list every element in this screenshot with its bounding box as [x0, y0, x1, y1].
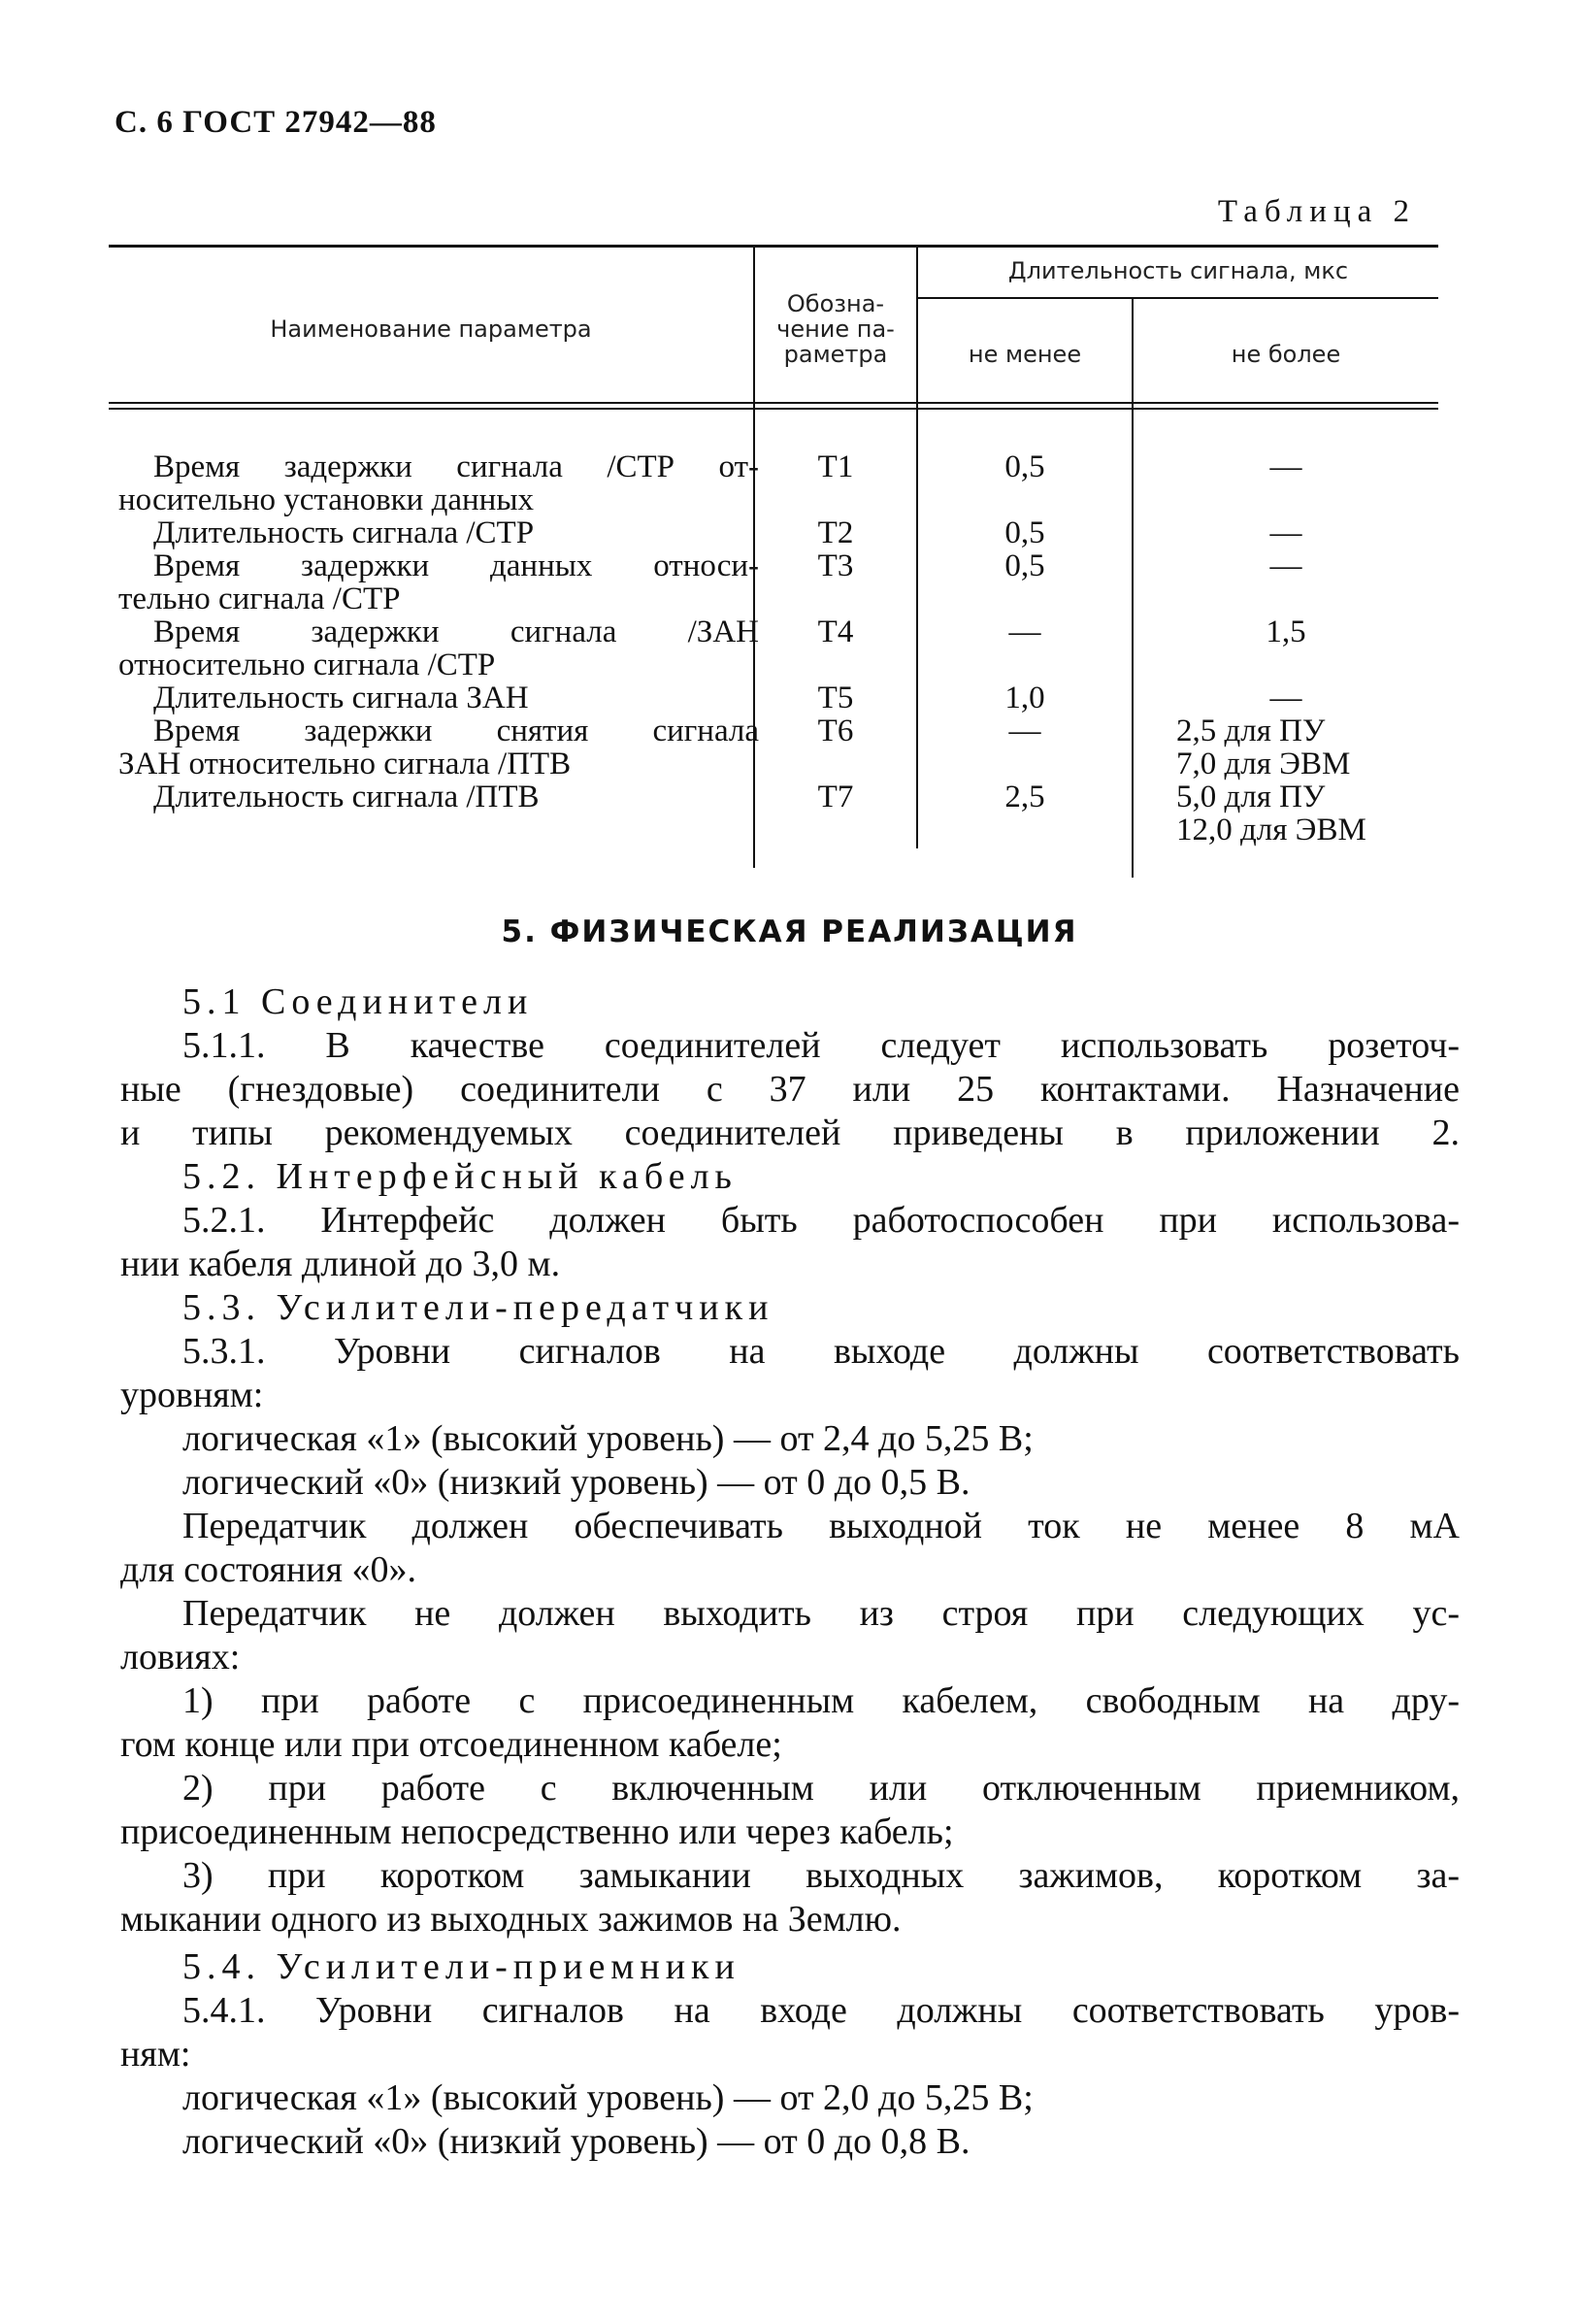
col-header-min: не менее — [968, 341, 1082, 368]
param-max-line: 1,5 — [1266, 614, 1306, 649]
text-line: и типы рекомендуемых соединителей приведены в приложении 2. — [120, 1112, 1460, 1153]
text-line: ные (гнездовые) соединители с 37 или 25 контактами. Назначение — [120, 1069, 1460, 1110]
text-line: для состояния «0». — [120, 1549, 416, 1590]
param-max — [1134, 780, 1438, 847]
col-header-name: Наименование параметра — [270, 315, 592, 343]
col-header-designation-line: чение па- — [776, 315, 895, 343]
param-name-line: Длительность сигнала ЗАН — [153, 681, 529, 715]
param-min: 2,5 — [1004, 780, 1045, 814]
text-line: ловиях: — [120, 1637, 241, 1677]
param-min: 0,5 — [1004, 449, 1045, 484]
col-header-designation — [755, 291, 916, 367]
param-min: — — [1008, 714, 1041, 748]
table-top-rule — [109, 245, 1438, 248]
param-min: — — [1008, 614, 1041, 649]
param-min: 0,5 — [1004, 548, 1045, 583]
param-name-line: Время задержки снятия сигнала — [153, 714, 759, 748]
param-name — [118, 615, 759, 681]
param-name-line: Длительность сигнала /ПТВ — [153, 780, 540, 814]
param-max — [1134, 549, 1438, 582]
text-line: нии кабеля длиной до 3,0 м. — [120, 1244, 561, 1284]
param-name — [118, 780, 759, 813]
text-line: 5.1 Соединители — [182, 981, 534, 1022]
param-max — [1134, 516, 1438, 549]
table-subheader-rule — [916, 297, 1438, 299]
param-code: T3 — [817, 548, 854, 583]
param-max-line: — — [1269, 449, 1302, 484]
section-body — [120, 980, 1460, 2164]
text-line: гом конце или при отсоединенном кабеле; — [120, 1724, 782, 1765]
param-name-line: Время задержки сигнала /ЗАН — [153, 614, 759, 649]
text-line: присоединенным непосредственно или через кабель; — [120, 1811, 954, 1852]
text-line: 2) при работе с включенным или отключенным приемником, — [182, 1768, 1460, 1809]
param-max — [1134, 615, 1438, 648]
text-line: логическая «1» (высокий уровень) — от 2,0 до 5,25 В; — [182, 2077, 1034, 2118]
param-max-line: 7,0 для ЭВМ — [1176, 747, 1351, 781]
param-name-line: носительно установки данных — [118, 482, 535, 517]
text-line: логическая «1» (высокий уровень) — от 2,4 до 5,25 В; — [182, 1418, 1034, 1459]
param-min: 1,0 — [1004, 681, 1045, 715]
param-name — [118, 549, 759, 615]
text-line: логический «0» (низкий уровень) — от 0 до 0,5 В. — [182, 1462, 970, 1503]
param-max-line: — — [1269, 548, 1302, 583]
param-name — [118, 516, 759, 549]
text-line: 5.4. Усилители-приемники — [182, 1946, 740, 1987]
text-line: 5.3.1. Уровни сигналов на выходе должны соответствовать — [182, 1331, 1460, 1372]
param-max-line: — — [1269, 515, 1302, 550]
param-max — [1134, 681, 1438, 714]
text-line: 5.1.1. В качестве соединителей следует использовать розеточ- — [182, 1025, 1460, 1066]
param-code: T5 — [817, 681, 854, 715]
text-line: мыкании одного из выходных зажимов на Землю. — [120, 1899, 902, 1940]
param-max-line: 2,5 для ПУ — [1176, 714, 1326, 748]
param-name — [118, 450, 759, 516]
param-name-line: Длительность сигнала /СТР — [153, 515, 535, 550]
param-name-line: Время задержки данных относи- — [153, 548, 759, 583]
text-line: ням: — [120, 2034, 191, 2075]
param-code: T2 — [817, 515, 854, 550]
text-line: 5.3. Усилители-передатчики — [182, 1287, 774, 1328]
param-max-line: 5,0 для ПУ — [1176, 780, 1326, 814]
col-header-max: не более — [1231, 341, 1341, 368]
text-line: Передатчик должен обеспечивать выходной ток не менее 8 мА — [182, 1506, 1460, 1546]
text-line: 5.2. Интерфейсный кабель — [182, 1156, 738, 1197]
param-code: T4 — [817, 614, 854, 649]
text-line: 1) при работе с присоединенным кабелем, свободным на дру- — [182, 1680, 1460, 1721]
text-line: 3) при коротком замыкании выходных зажимов, коротком за- — [182, 1855, 1460, 1896]
param-name-line: относительно сигнала /СТР — [118, 647, 496, 682]
param-name-line: ЗАН относительно сигнала /ПТВ — [118, 747, 572, 781]
param-min: 0,5 — [1004, 515, 1045, 550]
param-name — [118, 681, 759, 714]
col-header-designation-line: раметра — [783, 341, 888, 368]
param-max — [1134, 450, 1438, 483]
param-max-line: — — [1269, 681, 1302, 715]
param-name — [118, 714, 759, 780]
text-line: уровням: — [120, 1375, 264, 1415]
text-line: логический «0» (низкий уровень) — от 0 до 0,8 В. — [182, 2121, 970, 2162]
param-name-line: Время задержки сигнала /СТР от- — [153, 449, 759, 484]
text-line: 5.4.1. Уровни сигналов на входе должны соответствовать уров- — [182, 1990, 1460, 2031]
param-name-line: тельно сигнала /СТР — [118, 581, 401, 616]
text-line: Передатчик не должен выходить из строя при следующих ус- — [182, 1593, 1460, 1634]
param-max — [1134, 714, 1438, 780]
page-header: С. 6 ГОСТ 27942—88 — [115, 105, 437, 140]
table-header-rule-1 — [109, 402, 1438, 404]
table-caption: Таблица 2 — [1217, 194, 1416, 229]
table-header-rule-2 — [109, 408, 1438, 410]
param-code: T6 — [817, 714, 854, 748]
parameters-table — [109, 243, 1438, 883]
text-line: 5.2.1. Интерфейс должен быть работоспособен при использова- — [182, 1200, 1460, 1241]
section-title: 5. ФИЗИЧЕСКАЯ РЕАЛИЗАЦИЯ — [501, 914, 1078, 949]
param-code: T1 — [817, 449, 854, 484]
col-header-duration: Длительность сигнала, мкс — [1007, 257, 1349, 284]
col-header-designation-line: Обозна- — [786, 290, 885, 317]
param-code: T7 — [817, 780, 854, 814]
param-max-line: 12,0 для ЭВМ — [1176, 813, 1366, 847]
